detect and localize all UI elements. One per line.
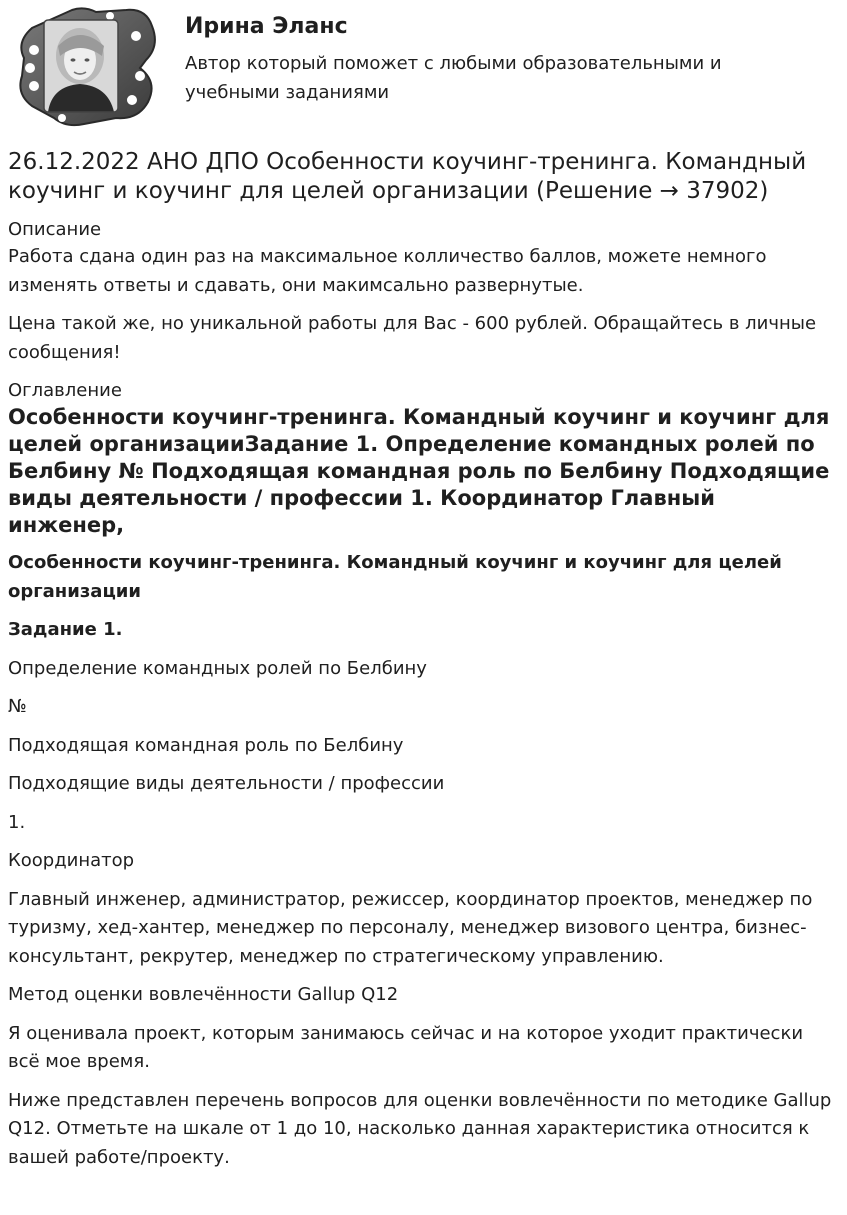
body-heading: Особенности коучинг-тренинга. Командный коучинг и коучинг для целей организации xyxy=(8,552,782,602)
author-name[interactable]: Ирина Эланс xyxy=(185,14,348,39)
description-label: Описание xyxy=(8,219,102,240)
toc-label: Оглавление xyxy=(8,380,122,401)
task-title: Определение командных ролей по Белбину xyxy=(8,657,427,679)
description-paragraph-1: Работа сдана один раз на максимальное колличество баллов, можете немного изменять ответы и сдавать, они макимсально развернутые. xyxy=(8,246,767,296)
column-number-header: № xyxy=(8,696,27,717)
gallup-paragraph-1: Я оценивала проект, которым занимаюсь сейчас и на которое уходит практически всё мое время. xyxy=(8,1022,804,1072)
gallup-title: Метод оценки вовлечённости Gallup Q12 xyxy=(8,984,399,1005)
description-paragraph-2: Цена такой же, но уникальной работы для Вас - 600 рублей. Обращайтесь в личные сообщения! xyxy=(8,313,817,363)
row-role: Координатор xyxy=(8,850,135,871)
author-block xyxy=(8,0,835,128)
row-number: 1. xyxy=(8,811,26,833)
document-title: 26.12.2022 АНО ДПО Особенности коучинг-тренинга. Командный коучинг и коучинг для целей организации (Решение → 37902) xyxy=(8,149,807,204)
toc-text: Особенности коучинг-тренинга. Командный коучинг и коучинг для целей организацииЗадание 1. Определение командных ролей по Белбину № Подходящая командная роль по Белбину Подходящие виды деятельности / профессии 1. Координатор Главный инженер, xyxy=(8,405,830,537)
column-role-header: Подходящая командная роль по Белбину xyxy=(8,734,404,756)
task-label: Задание 1. xyxy=(8,619,123,640)
gallup-paragraph-2: Ниже представлен перечень вопросов для оценки вовлечённости по методике Gallup Q12. Отметьте на шкале от 1 до 10, насколько данная характеристика относится к вашей работе/проекту. xyxy=(8,1089,832,1168)
row-professions: Главный инженер, администратор, режиссер, координатор проектов, менеджер по туризму, хед-хантер, менеджер по персоналу, менеджер визового центра, бизнес-консультант, рекрутер, менеджер по стратегическому управлению. xyxy=(8,888,813,967)
author-bio: Автор который поможет с любыми образовательными и учебными заданиями xyxy=(185,53,722,103)
author-avatar[interactable] xyxy=(14,6,160,128)
column-professions-header: Подходящие виды деятельности / профессии xyxy=(8,773,445,794)
